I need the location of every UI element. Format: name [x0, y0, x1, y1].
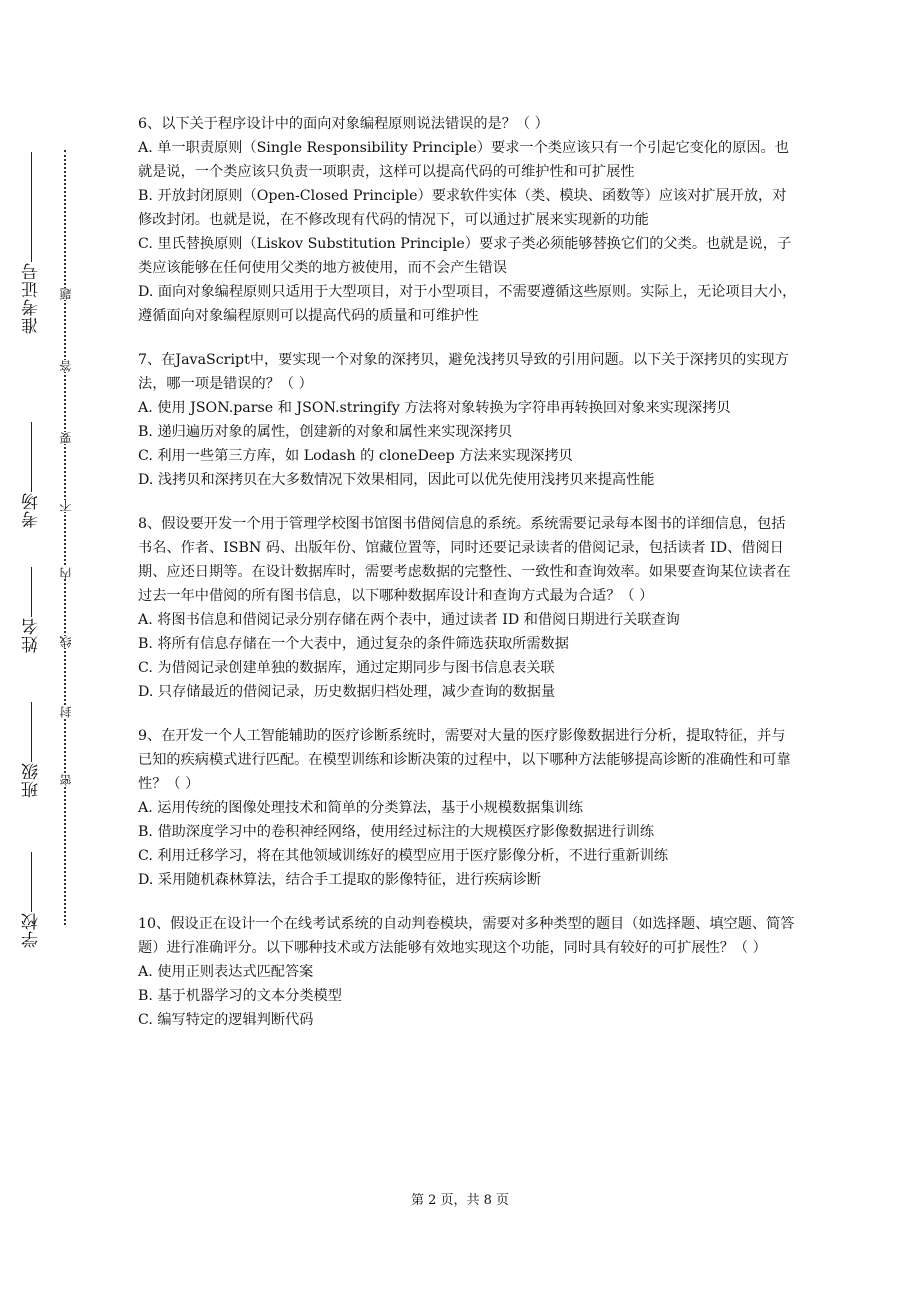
exam-number-field [16, 150, 46, 334]
option-a: A. 运用传统的图像处理技术和简单的分类算法，基于小规模数据集训练 [138, 800, 583, 816]
page-number: 第 2 页，共 8 页 [410, 1193, 510, 1208]
binding-margin [0, 0, 110, 1302]
option-c: C. 利用迁移学习，将在其他领域训练好的模型应用于医疗影像分析，不进行重新训练 [138, 848, 669, 864]
seal-char: 题 [59, 288, 73, 300]
option-b: B. 基于机器学习的文本分类模型 [138, 988, 342, 1004]
option-b: B. 开放封闭原则（Open-Closed Principle）要求软件实体（类、模块、函数等）应该对扩展开放，对修改封闭。也就是说，在不修改现有代码的情况下，可以通过扩展来实现新的功能 [138, 188, 787, 228]
school-line [31, 852, 32, 912]
school-label: 学校 [21, 912, 42, 948]
school-field [16, 850, 46, 948]
question-7 [138, 348, 798, 492]
question-stem: 9、在开发一个人工智能辅助的医疗诊断系统时，需要对大量的医疗影像数据进行分析，提取特征，并与已知的疾病模式进行匹配。在模型训练和诊断决策的过程中，以下哪种方法能够提高诊断的准确性和可靠性？（ ） [138, 728, 791, 792]
seal-dotted-line [64, 150, 66, 925]
seal-char: 答 [59, 360, 73, 372]
option-b: B. 借助深度学习中的卷积神经网络，使用经过标注的大规模医疗影像数据进行训练 [138, 824, 655, 840]
option-b: B. 将所有信息存储在一个大表中，通过复杂的条件筛选获取所需数据 [138, 636, 569, 652]
option-d: D. 面向对象编程原则只适用于大型项目，对于小型项目，不需要遵循这些原则。实际上，无论项目大小，遵循面向对象编程原则可以提高代码的质量和可维护性 [138, 284, 797, 324]
option-c: C. 里氏替换原则（Liskov Substitution Principle）要求子类必须能够替换它们的父类。也就是说，子类应该能够在任何使用父类的地方被使用，而不会产生错误 [138, 236, 792, 276]
question-stem: 7、在JavaScript中，要实现一个对象的深拷贝，避免浅拷贝导致的引用问题。以下关于深拷贝的实现方法，哪一项是错误的？（ ） [138, 352, 789, 392]
option-a: A. 使用正则表达式匹配答案 [138, 964, 314, 980]
class-field [16, 700, 46, 798]
class-label: 班级 [21, 762, 42, 798]
seal-char: 密 [59, 774, 73, 786]
name-field [16, 565, 46, 653]
question-9 [138, 724, 798, 892]
seal-char: 线 [59, 636, 73, 648]
question-stem: 10、假设正在设计一个在线考试系统的自动判卷模块，需要对多种类型的题目（如选择题、填空题、简答题）进行准确评分。以下哪种技术或方法能够有效地实现这个功能，同时具有较好的可扩展性？（ ） [138, 916, 795, 956]
seal-char: 内 [59, 567, 73, 579]
option-c: C. 编写特定的逻辑判断代码 [138, 1012, 314, 1028]
option-a: A. 使用 JSON.parse 和 JSON.stringify 方法将对象转换为字符串再转换回对象来实现深拷贝 [138, 400, 731, 416]
option-d: D. 只存储最近的借阅记录，历史数据归档处理，减少查询的数据量 [138, 684, 556, 700]
question-list [138, 112, 798, 1052]
option-a: A. 单一职责原则（Single Responsibility Principle）要求一个类应该只有一个引起它变化的原因。也就是说，一个类应该只负责一项职责，这样可以提高代码的可维护性和可扩展性 [138, 140, 789, 180]
option-a: A. 将图书信息和借阅记录分别存储在两个表中，通过读者 ID 和借阅日期进行关联查询 [138, 612, 680, 628]
option-c: C. 利用一些第三方库，如 Lodash 的 cloneDeep 方法来实现深拷贝 [138, 448, 573, 464]
name-line [31, 567, 32, 617]
option-d: D. 采用随机森林算法，结合手工提取的影像特征，进行疾病诊断 [138, 872, 541, 888]
exam-room-field [16, 420, 46, 528]
seal-char: 封 [59, 706, 73, 718]
exam-room-label: 考场 [21, 492, 42, 528]
question-10 [138, 912, 798, 1032]
seal-char: 要 [59, 432, 73, 444]
question-stem: 6、以下关于程序设计中的面向对象编程原则说法错误的是？（ ） [138, 116, 549, 132]
exam-number-line [31, 152, 32, 262]
option-c: C. 为借阅记录创建单独的数据库，通过定期同步与图书信息表关联 [138, 660, 555, 676]
question-8 [138, 512, 798, 704]
question-6 [138, 112, 798, 328]
question-stem: 8、假设要开发一个用于管理学校图书馆图书借阅信息的系统。系统需要记录每本图书的详细信息，包括书名、作者、ISBN 码、出版年份、馆藏位置等，同时还要记录读者的借阅记录，包括读者 ID、借阅日期、应还日期等。在设计数据库时，需要考虑数据的完整性、一致性和查询效率。如果要查询某位读者在过去一年中借阅的所有图书信息，以下哪种数据库设计和查询方式最为合适？（ ） [138, 516, 791, 604]
exam-room-line [31, 422, 32, 492]
class-line [31, 702, 32, 762]
option-b: B. 递归遍历对象的属性，创建新的对象和属性来实现深拷贝 [138, 424, 513, 440]
exam-number-label: 准考证号 [21, 262, 42, 334]
seal-char: 不 [59, 500, 73, 512]
name-label: 姓名 [21, 617, 42, 653]
option-d: D. 浅拷贝和深拷贝在大多数情况下效果相同，因此可以优先使用浅拷贝来提高性能 [138, 472, 655, 488]
